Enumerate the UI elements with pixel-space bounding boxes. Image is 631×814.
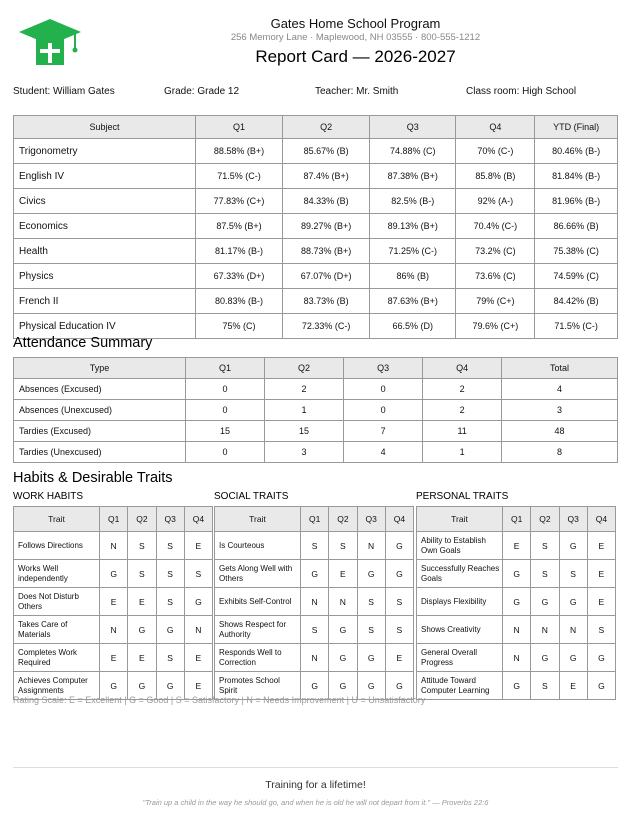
- grade-cell: 84.42% (B): [535, 289, 618, 314]
- grade-cell: 71.5% (C-): [535, 314, 618, 339]
- school-logo-icon: [17, 17, 83, 67]
- trait-rating: G: [128, 616, 156, 644]
- trait-rating: N: [531, 616, 559, 644]
- column-header: Trait: [417, 507, 503, 532]
- trait-rating: G: [503, 672, 531, 700]
- trait-rating: E: [587, 560, 615, 588]
- attendance-count: 2: [265, 379, 344, 400]
- column-header: Q2: [265, 358, 344, 379]
- column-header: Q2: [283, 116, 370, 139]
- trait-rating: N: [100, 532, 128, 560]
- trait-rating: S: [128, 560, 156, 588]
- column-header: Q2: [128, 507, 156, 532]
- grade-cell: 74.88% (C): [370, 139, 456, 164]
- trait-rating: G: [559, 532, 587, 560]
- trait-rating: E: [559, 672, 587, 700]
- attendance-count: 0: [186, 400, 265, 421]
- column-header: Q1: [301, 507, 329, 532]
- trait-rating: S: [184, 560, 212, 588]
- trait-name: General Overall Progress: [417, 644, 503, 672]
- grade-cell: 75% (C): [196, 314, 283, 339]
- grade-cell: 79.6% (C+): [456, 314, 535, 339]
- column-header: Q3: [370, 116, 456, 139]
- social-traits-title: SOCIAL TRAITS: [214, 491, 289, 502]
- trait-name: Gets Along Well with Others: [215, 560, 301, 588]
- classroom: Class room: High School: [466, 86, 577, 97]
- grade-cell: 81.96% (B-): [535, 189, 618, 214]
- attendance-table: [13, 357, 618, 463]
- trait-rating: G: [531, 644, 559, 672]
- column-header: Type: [14, 358, 186, 379]
- trait-name: Is Courteous: [215, 532, 301, 560]
- column-header: Q1: [186, 358, 265, 379]
- attendance-count: 48: [502, 421, 618, 442]
- attendance-count: 2: [423, 379, 502, 400]
- column-header: Trait: [215, 507, 301, 532]
- trait-rating: S: [156, 560, 184, 588]
- trait-rating: E: [385, 644, 413, 672]
- trait-rating: S: [301, 532, 329, 560]
- attendance-count: 4: [344, 442, 423, 463]
- column-header: Q3: [344, 358, 423, 379]
- attendance-count: 3: [502, 400, 618, 421]
- table-row: [14, 264, 618, 289]
- trait-rating: E: [184, 672, 212, 700]
- grade-cell: 84.33% (B): [283, 189, 370, 214]
- trait-name: Takes Care of Materials: [14, 616, 100, 644]
- trait-rating: G: [503, 560, 531, 588]
- column-header: Q1: [100, 507, 128, 532]
- attendance-count: 0: [344, 379, 423, 400]
- report-title: Report Card — 2026-2027: [255, 47, 456, 66]
- trait-rating: G: [385, 672, 413, 700]
- grade-cell: 87.5% (B+): [196, 214, 283, 239]
- table-row: [417, 560, 616, 588]
- attendance-count: 15: [186, 421, 265, 442]
- teacher-name: Teacher: Mr. Smith: [315, 86, 399, 97]
- trait-rating: E: [100, 644, 128, 672]
- column-header: Q4: [456, 116, 535, 139]
- grade-cell: 86% (B): [370, 264, 456, 289]
- trait-rating: G: [128, 672, 156, 700]
- grade-cell: 87.63% (B+): [370, 289, 456, 314]
- table-row: [14, 379, 618, 400]
- trait-rating: N: [503, 644, 531, 672]
- table-row: [215, 644, 414, 672]
- trait-name: Displays Flexibility: [417, 588, 503, 616]
- school-name: Gates Home School Program: [270, 16, 441, 31]
- table-row: [215, 616, 414, 644]
- grade-cell: 82.5% (B-): [370, 189, 456, 214]
- grade-cell: 75.38% (C): [535, 239, 618, 264]
- attendance-count: 0: [344, 400, 423, 421]
- column-header: Q4: [423, 358, 502, 379]
- trait-rating: N: [329, 588, 357, 616]
- trait-rating: S: [156, 644, 184, 672]
- trait-rating: N: [301, 588, 329, 616]
- grade-cell: 67.07% (D+): [283, 264, 370, 289]
- trait-rating: E: [587, 588, 615, 616]
- trait-rating: G: [329, 644, 357, 672]
- grade-cell: 88.58% (B+): [196, 139, 283, 164]
- trait-rating: S: [531, 560, 559, 588]
- trait-rating: E: [587, 532, 615, 560]
- attendance-type: Tardies (Unexcused): [14, 442, 186, 463]
- grade-cell: 66.5% (D): [370, 314, 456, 339]
- trait-rating: G: [156, 616, 184, 644]
- trait-rating: G: [531, 588, 559, 616]
- attendance-count: 3: [265, 442, 344, 463]
- grade-cell: 86.66% (B): [535, 214, 618, 239]
- trait-rating: E: [100, 588, 128, 616]
- trait-name: Completes Work Required: [14, 644, 100, 672]
- table-row: [417, 672, 616, 700]
- trait-rating: G: [503, 588, 531, 616]
- trait-rating: S: [357, 588, 385, 616]
- attendance-count: 1: [423, 442, 502, 463]
- work-habits-table: [13, 506, 213, 700]
- trait-rating: S: [156, 588, 184, 616]
- trait-rating: G: [156, 672, 184, 700]
- trait-rating: S: [357, 616, 385, 644]
- table-row: [14, 532, 213, 560]
- attendance-count: 2: [423, 400, 502, 421]
- attendance-count: 0: [186, 379, 265, 400]
- subject-name: Physics: [14, 264, 196, 289]
- column-header: Subject: [14, 116, 196, 139]
- grade-cell: 71.25% (C-): [370, 239, 456, 264]
- trait-name: Promotes School Spirit: [215, 672, 301, 700]
- table-row: [417, 532, 616, 560]
- trait-rating: G: [357, 672, 385, 700]
- footer-divider: [13, 767, 618, 768]
- attendance-count: 15: [265, 421, 344, 442]
- attendance-type: Absences (Unexcused): [14, 400, 186, 421]
- trait-rating: S: [156, 532, 184, 560]
- trait-rating: N: [301, 644, 329, 672]
- grade-cell: 92% (A-): [456, 189, 535, 214]
- table-row: [14, 560, 213, 588]
- grade-cell: 81.17% (B-): [196, 239, 283, 264]
- grade-cell: 80.46% (B-): [535, 139, 618, 164]
- grade-cell: 73.2% (C): [456, 239, 535, 264]
- table-row: [14, 421, 618, 442]
- trait-rating: G: [184, 588, 212, 616]
- trait-rating: S: [385, 616, 413, 644]
- grade-cell: 89.13% (B+): [370, 214, 456, 239]
- table-row: [417, 588, 616, 616]
- personal-traits-table: [416, 506, 616, 700]
- column-header: Q3: [357, 507, 385, 532]
- grade-cell: 83.73% (B): [283, 289, 370, 314]
- trait-rating: E: [128, 644, 156, 672]
- subject-name: Health: [14, 239, 196, 264]
- trait-rating: S: [531, 672, 559, 700]
- trait-rating: G: [301, 560, 329, 588]
- grade-cell: 72.33% (C-): [283, 314, 370, 339]
- habits-title: Habits & Desirable Traits: [13, 470, 173, 486]
- trait-name: Ability to Establish Own Goals: [417, 532, 503, 560]
- personal-traits-title: PERSONAL TRAITS: [416, 491, 509, 502]
- grade-cell: 74.59% (C): [535, 264, 618, 289]
- table-row: [417, 616, 616, 644]
- trait-name: Attitude Toward Computer Learning: [417, 672, 503, 700]
- trait-rating: E: [184, 644, 212, 672]
- social-traits-table: [214, 506, 414, 700]
- attendance-type: Tardies (Excused): [14, 421, 186, 442]
- table-row: [14, 442, 618, 463]
- attendance-count: 1: [265, 400, 344, 421]
- trait-name: Works Well independently: [14, 560, 100, 588]
- table-row: [14, 214, 618, 239]
- attendance-count: 11: [423, 421, 502, 442]
- subject-name: English IV: [14, 164, 196, 189]
- table-row: [14, 239, 618, 264]
- trait-rating: G: [587, 672, 615, 700]
- subject-name: Civics: [14, 189, 196, 214]
- footer-verse: "Train up a child in the way he should go, and when he is old he will not depart from it." — Proverbs 22:6: [142, 798, 489, 807]
- trait-rating: S: [587, 616, 615, 644]
- grade-cell: 80.83% (B-): [196, 289, 283, 314]
- trait-rating: G: [100, 560, 128, 588]
- grade-cell: 89.27% (B+): [283, 214, 370, 239]
- table-row: [14, 289, 618, 314]
- trait-rating: G: [559, 644, 587, 672]
- table-row: [14, 400, 618, 421]
- trait-rating: G: [587, 644, 615, 672]
- grades-table: [13, 115, 618, 339]
- subject-name: Trigonometry: [14, 139, 196, 164]
- trait-name: Does Not Disturb Others: [14, 588, 100, 616]
- table-row: [215, 588, 414, 616]
- subject-name: French II: [14, 289, 196, 314]
- student-grade: Grade: Grade 12: [164, 86, 240, 97]
- grade-cell: 79% (C+): [456, 289, 535, 314]
- table-row: [14, 164, 618, 189]
- subject-name: Physical Education IV: [14, 314, 196, 339]
- trait-rating: N: [559, 616, 587, 644]
- attendance-title: Attendance Summary: [13, 335, 153, 351]
- trait-rating: G: [301, 672, 329, 700]
- trait-rating: S: [329, 532, 357, 560]
- column-header: Trait: [14, 507, 100, 532]
- trait-rating: S: [559, 560, 587, 588]
- grade-cell: 70.4% (C-): [456, 214, 535, 239]
- trait-rating: S: [385, 588, 413, 616]
- trait-rating: E: [329, 560, 357, 588]
- trait-rating: S: [128, 532, 156, 560]
- work-habits-title: WORK HABITS: [13, 491, 84, 502]
- table-row: [215, 560, 414, 588]
- grade-cell: 70% (C-): [456, 139, 535, 164]
- table-row: [14, 644, 213, 672]
- trait-rating: E: [503, 532, 531, 560]
- column-header: YTD (Final): [535, 116, 618, 139]
- trait-name: Responds Well to Correction: [215, 644, 301, 672]
- trait-rating: G: [100, 672, 128, 700]
- trait-rating: N: [184, 616, 212, 644]
- trait-rating: S: [301, 616, 329, 644]
- column-header: Q3: [156, 507, 184, 532]
- column-header: Q4: [184, 507, 212, 532]
- trait-name: Shows Creativity: [417, 616, 503, 644]
- trait-name: Follows Directions: [14, 532, 100, 560]
- trait-name: Exhibits Self-Control: [215, 588, 301, 616]
- grade-cell: 87.38% (B+): [370, 164, 456, 189]
- grade-cell: 87.4% (B+): [283, 164, 370, 189]
- column-header: Q2: [531, 507, 559, 532]
- school-address: 256 Memory Lane · Maplewood, NH 03555 · 800-555-1212: [230, 32, 481, 43]
- table-row: [14, 189, 618, 214]
- grade-cell: 81.84% (B-): [535, 164, 618, 189]
- trait-name: Successfully Reaches Goals: [417, 560, 503, 588]
- trait-rating: N: [503, 616, 531, 644]
- table-row: [417, 644, 616, 672]
- student-name: Student: William Gates: [13, 86, 115, 97]
- attendance-count: 7: [344, 421, 423, 442]
- table-row: [14, 588, 213, 616]
- table-row: [215, 532, 414, 560]
- trait-rating: N: [100, 616, 128, 644]
- attendance-type: Absences (Excused): [14, 379, 186, 400]
- column-header: Q4: [385, 507, 413, 532]
- column-header: Q3: [559, 507, 587, 532]
- column-header: Q1: [196, 116, 283, 139]
- table-row: [14, 139, 618, 164]
- trait-rating: E: [128, 588, 156, 616]
- column-header: Q2: [329, 507, 357, 532]
- grade-cell: 73.6% (C): [456, 264, 535, 289]
- trait-rating: G: [385, 560, 413, 588]
- column-header: Q4: [587, 507, 615, 532]
- trait-rating: S: [531, 532, 559, 560]
- trait-rating: G: [357, 644, 385, 672]
- attendance-count: 0: [186, 442, 265, 463]
- grade-cell: 67.33% (D+): [196, 264, 283, 289]
- attendance-count: 4: [502, 379, 618, 400]
- trait-name: Achieves Computer Assignments: [14, 672, 100, 700]
- footer-motto: Training for a lifetime!: [265, 779, 366, 791]
- subject-name: Economics: [14, 214, 196, 239]
- grade-cell: 88.73% (B+): [283, 239, 370, 264]
- rating-scale: Rating Scale: E = Excellent | G = Good | S = Satisfactory | N = Needs Improvement | U = Unsatisfactory: [13, 695, 426, 705]
- trait-rating: G: [329, 616, 357, 644]
- column-header: Total: [502, 358, 618, 379]
- trait-name: Shows Respect for Authority: [215, 616, 301, 644]
- grade-cell: 85.8% (B): [456, 164, 535, 189]
- grade-cell: 85.67% (B): [283, 139, 370, 164]
- trait-rating: E: [184, 532, 212, 560]
- trait-rating: G: [357, 560, 385, 588]
- trait-rating: G: [329, 672, 357, 700]
- trait-rating: N: [357, 532, 385, 560]
- trait-rating: G: [559, 588, 587, 616]
- table-row: [14, 616, 213, 644]
- grade-cell: 71.5% (C-): [196, 164, 283, 189]
- attendance-count: 8: [502, 442, 618, 463]
- grade-cell: 77.83% (C+): [196, 189, 283, 214]
- column-header: Q1: [503, 507, 531, 532]
- trait-rating: G: [385, 532, 413, 560]
